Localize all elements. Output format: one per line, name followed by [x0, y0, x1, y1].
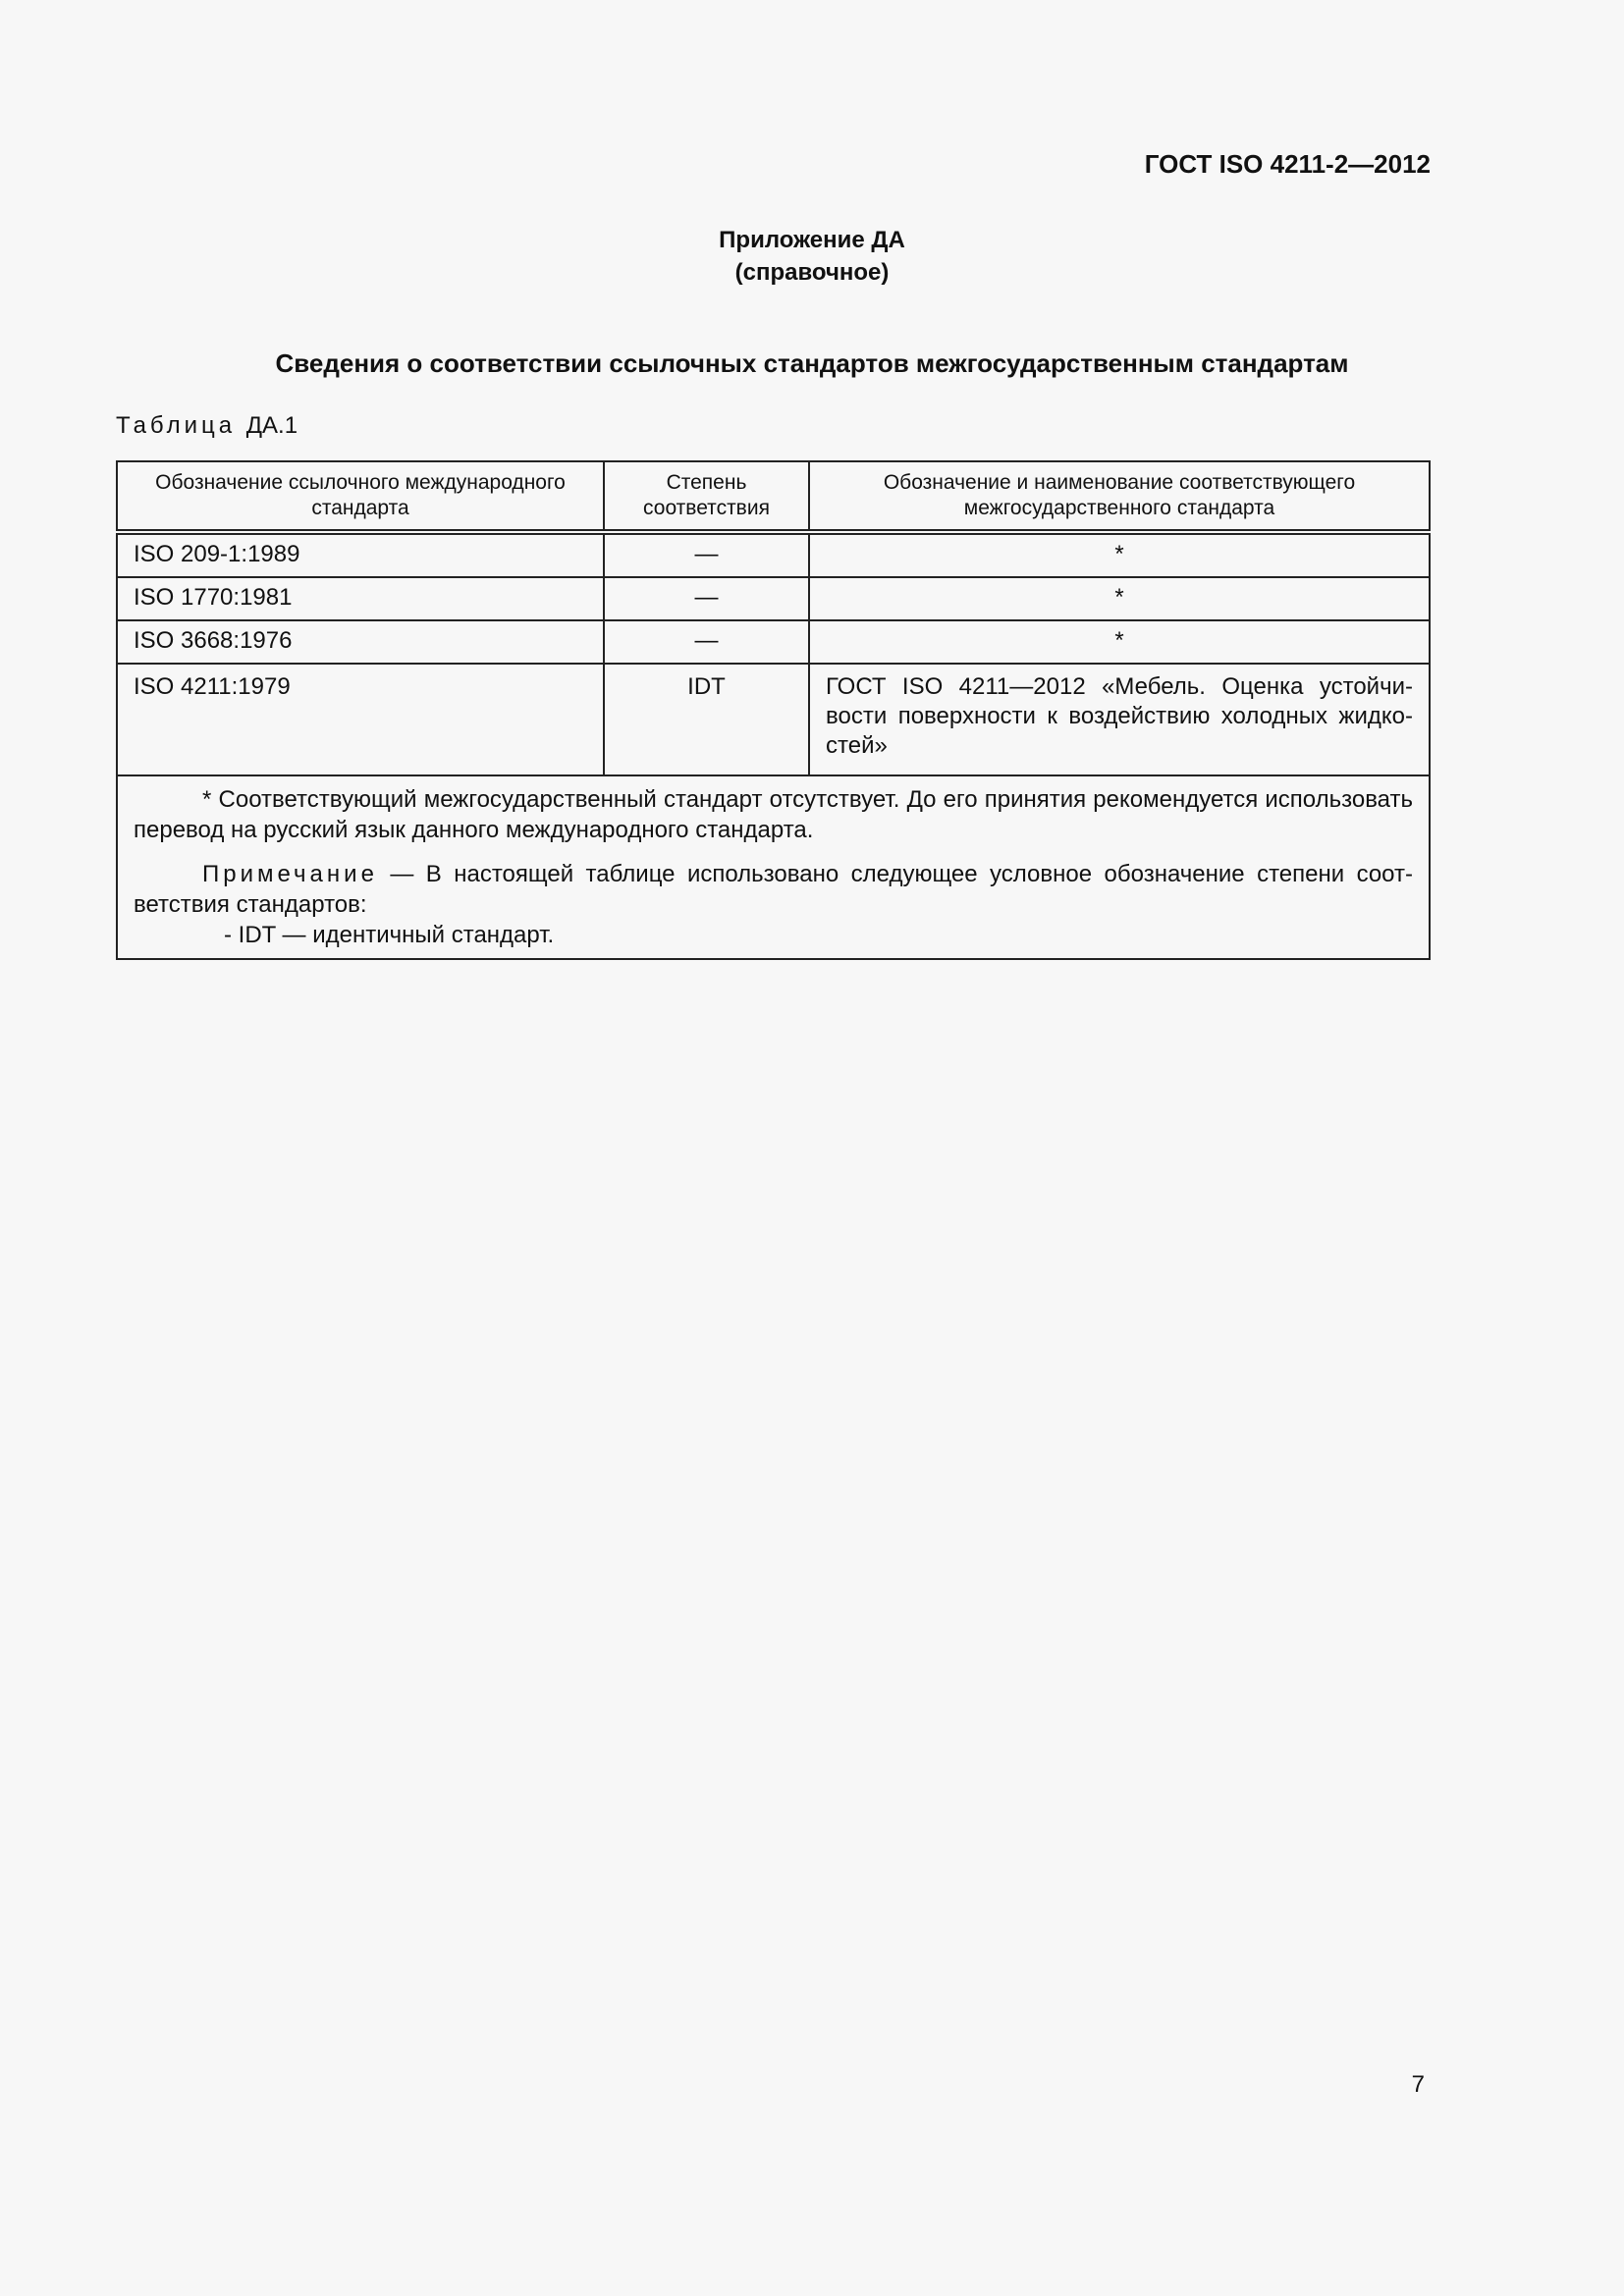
table-caption-word: Таблица [116, 412, 237, 439]
table-header-row [117, 461, 1430, 532]
appendix-heading [0, 224, 1624, 289]
cell-national: * [809, 620, 1430, 664]
document-code: ГОСТ ISO 4211-2—2012 [1144, 149, 1431, 179]
table-row [117, 577, 1430, 620]
page-number: 7 [1411, 2071, 1425, 2098]
table-footnote: * Соответствующий межгосударственный стандарт отсутствует. До его принятия рекомендуется использовать перевод на русский язык данного международного стандарта. [134, 786, 1413, 843]
cell-national: * [809, 577, 1430, 620]
table-row [117, 664, 1430, 775]
column-header-degree: Степень соответствия [604, 461, 809, 532]
cell-reference: ISO 4211:1979 [117, 664, 604, 775]
note-text: — В настоящей таблице использовано следующее условное обозначение степени соответствия стандартов: [134, 861, 1413, 918]
table-note [134, 859, 1413, 920]
table-row [117, 620, 1430, 664]
cell-national: ГОСТ ISO 4211—2012 «Мебель. Оценка устойчивости поверхности к воздействию холодных жидкостей» [809, 664, 1430, 775]
table-notes-row [117, 775, 1430, 959]
column-header-reference: Обозначение ссылочного международного стандарта [117, 461, 604, 532]
section-title: Сведения о соответствии ссылочных стандартов межгосударственным стандартам [275, 348, 1349, 378]
appendix-subtitle: (справочное) [734, 259, 890, 286]
cell-national: * [809, 532, 1430, 577]
cell-degree: IDT [604, 664, 809, 775]
appendix-title: Приложение ДА [719, 227, 905, 253]
cell-degree: — [604, 532, 809, 577]
cell-degree: — [604, 620, 809, 664]
cell-reference: ISO 209-1:1989 [117, 532, 604, 577]
table-notes [117, 775, 1430, 959]
note-label: Примечание [202, 861, 378, 887]
cell-reference: ISO 3668:1976 [117, 620, 604, 664]
table-row [117, 532, 1430, 577]
table-caption-number: ДА.1 [245, 412, 298, 439]
note-item: - IDT — идентичный стандарт. [224, 922, 555, 948]
cell-reference: ISO 1770:1981 [117, 577, 604, 620]
reference-standards-table [116, 460, 1431, 960]
cell-degree: — [604, 577, 809, 620]
column-header-national: Обозначение и наименование соответствующего межгосударственного стандарта [809, 461, 1430, 532]
table-caption [116, 412, 298, 440]
